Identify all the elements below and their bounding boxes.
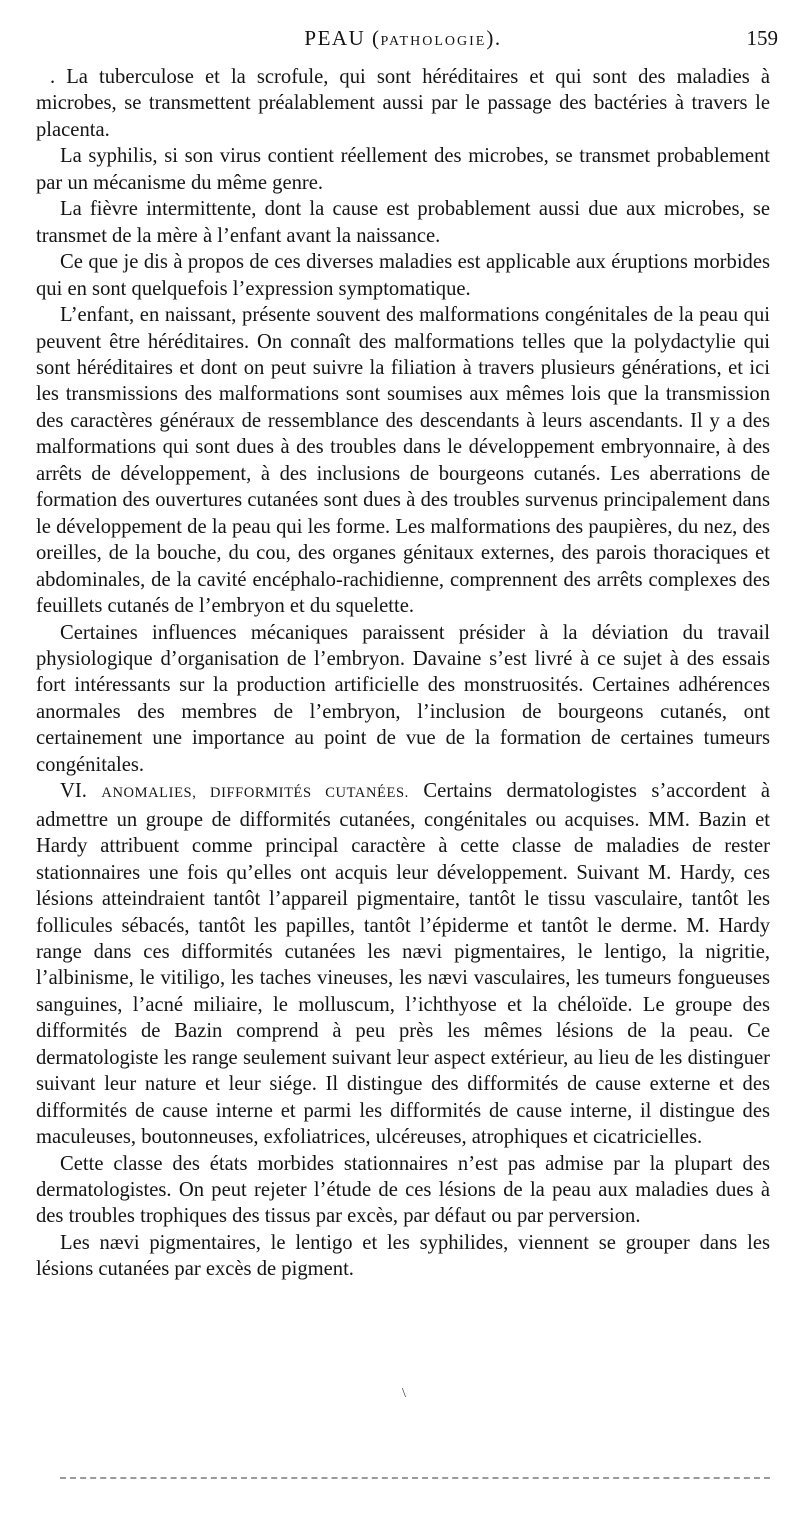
section-vi-paragraph [36,778,770,1150]
running-title-close-paren: ). [486,26,502,50]
paragraph-eruptions: Ce que je dis à propos de ces diverses maladies est applicable aux éruptions morbides qui en sont quelquefois l’expression symptomatique. [36,251,770,300]
running-title [304,26,501,51]
paragraph-tuberculose: . La tuberculose et la scrofule, qui sont héréditaires et qui sont des maladies à microbes, se transmettent préalablement aussi par le passage des bactéries à travers le placenta. [36,66,770,141]
paragraph-influences: Certaines influences mécaniques paraissent présider à la déviation du travail physiologique d’organisation de l’embryon. Davaine s’est livré à ce sujet à des essais fort intéressants sur la production artificielle des monstruosités. Certaines adhérences anormales des membres de l’embryon, l’inclusion de bourgeons cutanés, ont certainement une importance au point de vue de la formation de certaines tumeurs congénitales. [36,621,770,776]
page-number: 159 [746,26,778,50]
section-vi-number: VI. [60,780,87,803]
paragraph-malformations: L’enfant, en naissant, présente souvent des malformations congénitales de la peau qui peuvent être héréditaires. On connaît des malformations telles que la polydactylie qui sont héréditaires et dont on peut suivre la filiation à travers plusieurs générations, et ici les transmissions des malformations sont soumises aux mêmes lois que la transmission des caractères généraux de ressemblance des descendants à leurs ascendants. Il y a des malformations qui sont dues à des troubles dans le développement embryonnaire, à des arrêts de développement, à des inclusions de bourgeons cutanés. Les aberrations de formation des ouvertures cutanées sont dues à des troubles survenus principalement dans le développement de la peau qui les forme. Les malformations des paupières, du nez, des oreilles, de la bouche, du cou, des organes génitaux externes, des parois thoraciques et abdominales, de la cavité encéphalo-rachidienne, comprennent des arrêts complexes des feuillets cutanés de l’embryon et du squelette. [36,304,770,618]
paragraph-naevi: Les nævi pigmentaires, le lentigo et les syphilides, viennent se grouper dans les lésions cutanées par excès de pigment. [36,1231,770,1281]
running-title-main: PEAU [304,26,366,50]
body-text [36,64,770,1283]
page [36,26,778,1283]
running-header [36,26,778,56]
running-title-open-paren: ( [372,26,381,50]
running-title-subtitle: PATHOLOGIE [380,34,487,49]
footer-rule [60,1477,770,1479]
paragraph-syphilis: La syphilis, si son virus contient réellement des microbes, se transmet probablement par un mécanisme du même genre. [36,145,770,194]
section-vi-text: Certains dermatologistes s’accordent à admettre un groupe de difformités cutanées, congénitales ou acquises. MM. Bazin et Hardy attribuent comme principal caractère à cette classe de maladies de rester stationnaires une fois qu’elles ont acquis leur développement. Suivant M. Hardy, ces lésions atteindraient tantôt l’appareil pigmentaire, tantôt le tissu vasculaire, tantôt les follicules sébacés, tantôt les papilles, tantôt l’épiderme et tantôt le derme. M. Hardy range dans ces difformités cutanées les nævi pigmentaires, le lentigo, la nigritie, l’albinisme, le vitiligo, les taches vineuses, les nævi vasculaires, les tumeurs fongueuses sanguines, l’acné miliaire, le molluscum, l’ichthyose et la chéloïde. Le groupe des difformités de Bazin comprend à peu près les mêmes lésions de la peau. Ce dermatologiste les range seulement suivant leur aspect extérieur, au lieu de les distinguer suivant leur nature et leur siége. Il distingue des difformités de cause externe et des difformités de cause interne et parmi les difformités de cause interne, il distingue des maculeuses, boutonneuses, exfoliatrices, ulcéreuses, atrophiques et cicatricielles. [36,780,770,1149]
section-vi-heading: ANOMALIES, DIFFORMITÉS CUTANÉES. [101,785,409,802]
paragraph-fievre: La fièvre intermittente, dont la cause est probablement aussi due aux microbes, se transmet de la mère à l’enfant avant la naissance. [36,198,770,247]
stray-mark: \ [402,1386,406,1401]
paragraph-classe: Cette classe des états morbides stationnaires n’est pas admise par la plupart des dermatologistes. On peut rejeter l’étude de ces lésions de la peau aux maladies dues à des troubles trophiques des tissus par excès, par défaut ou par perversion. [36,1152,770,1228]
